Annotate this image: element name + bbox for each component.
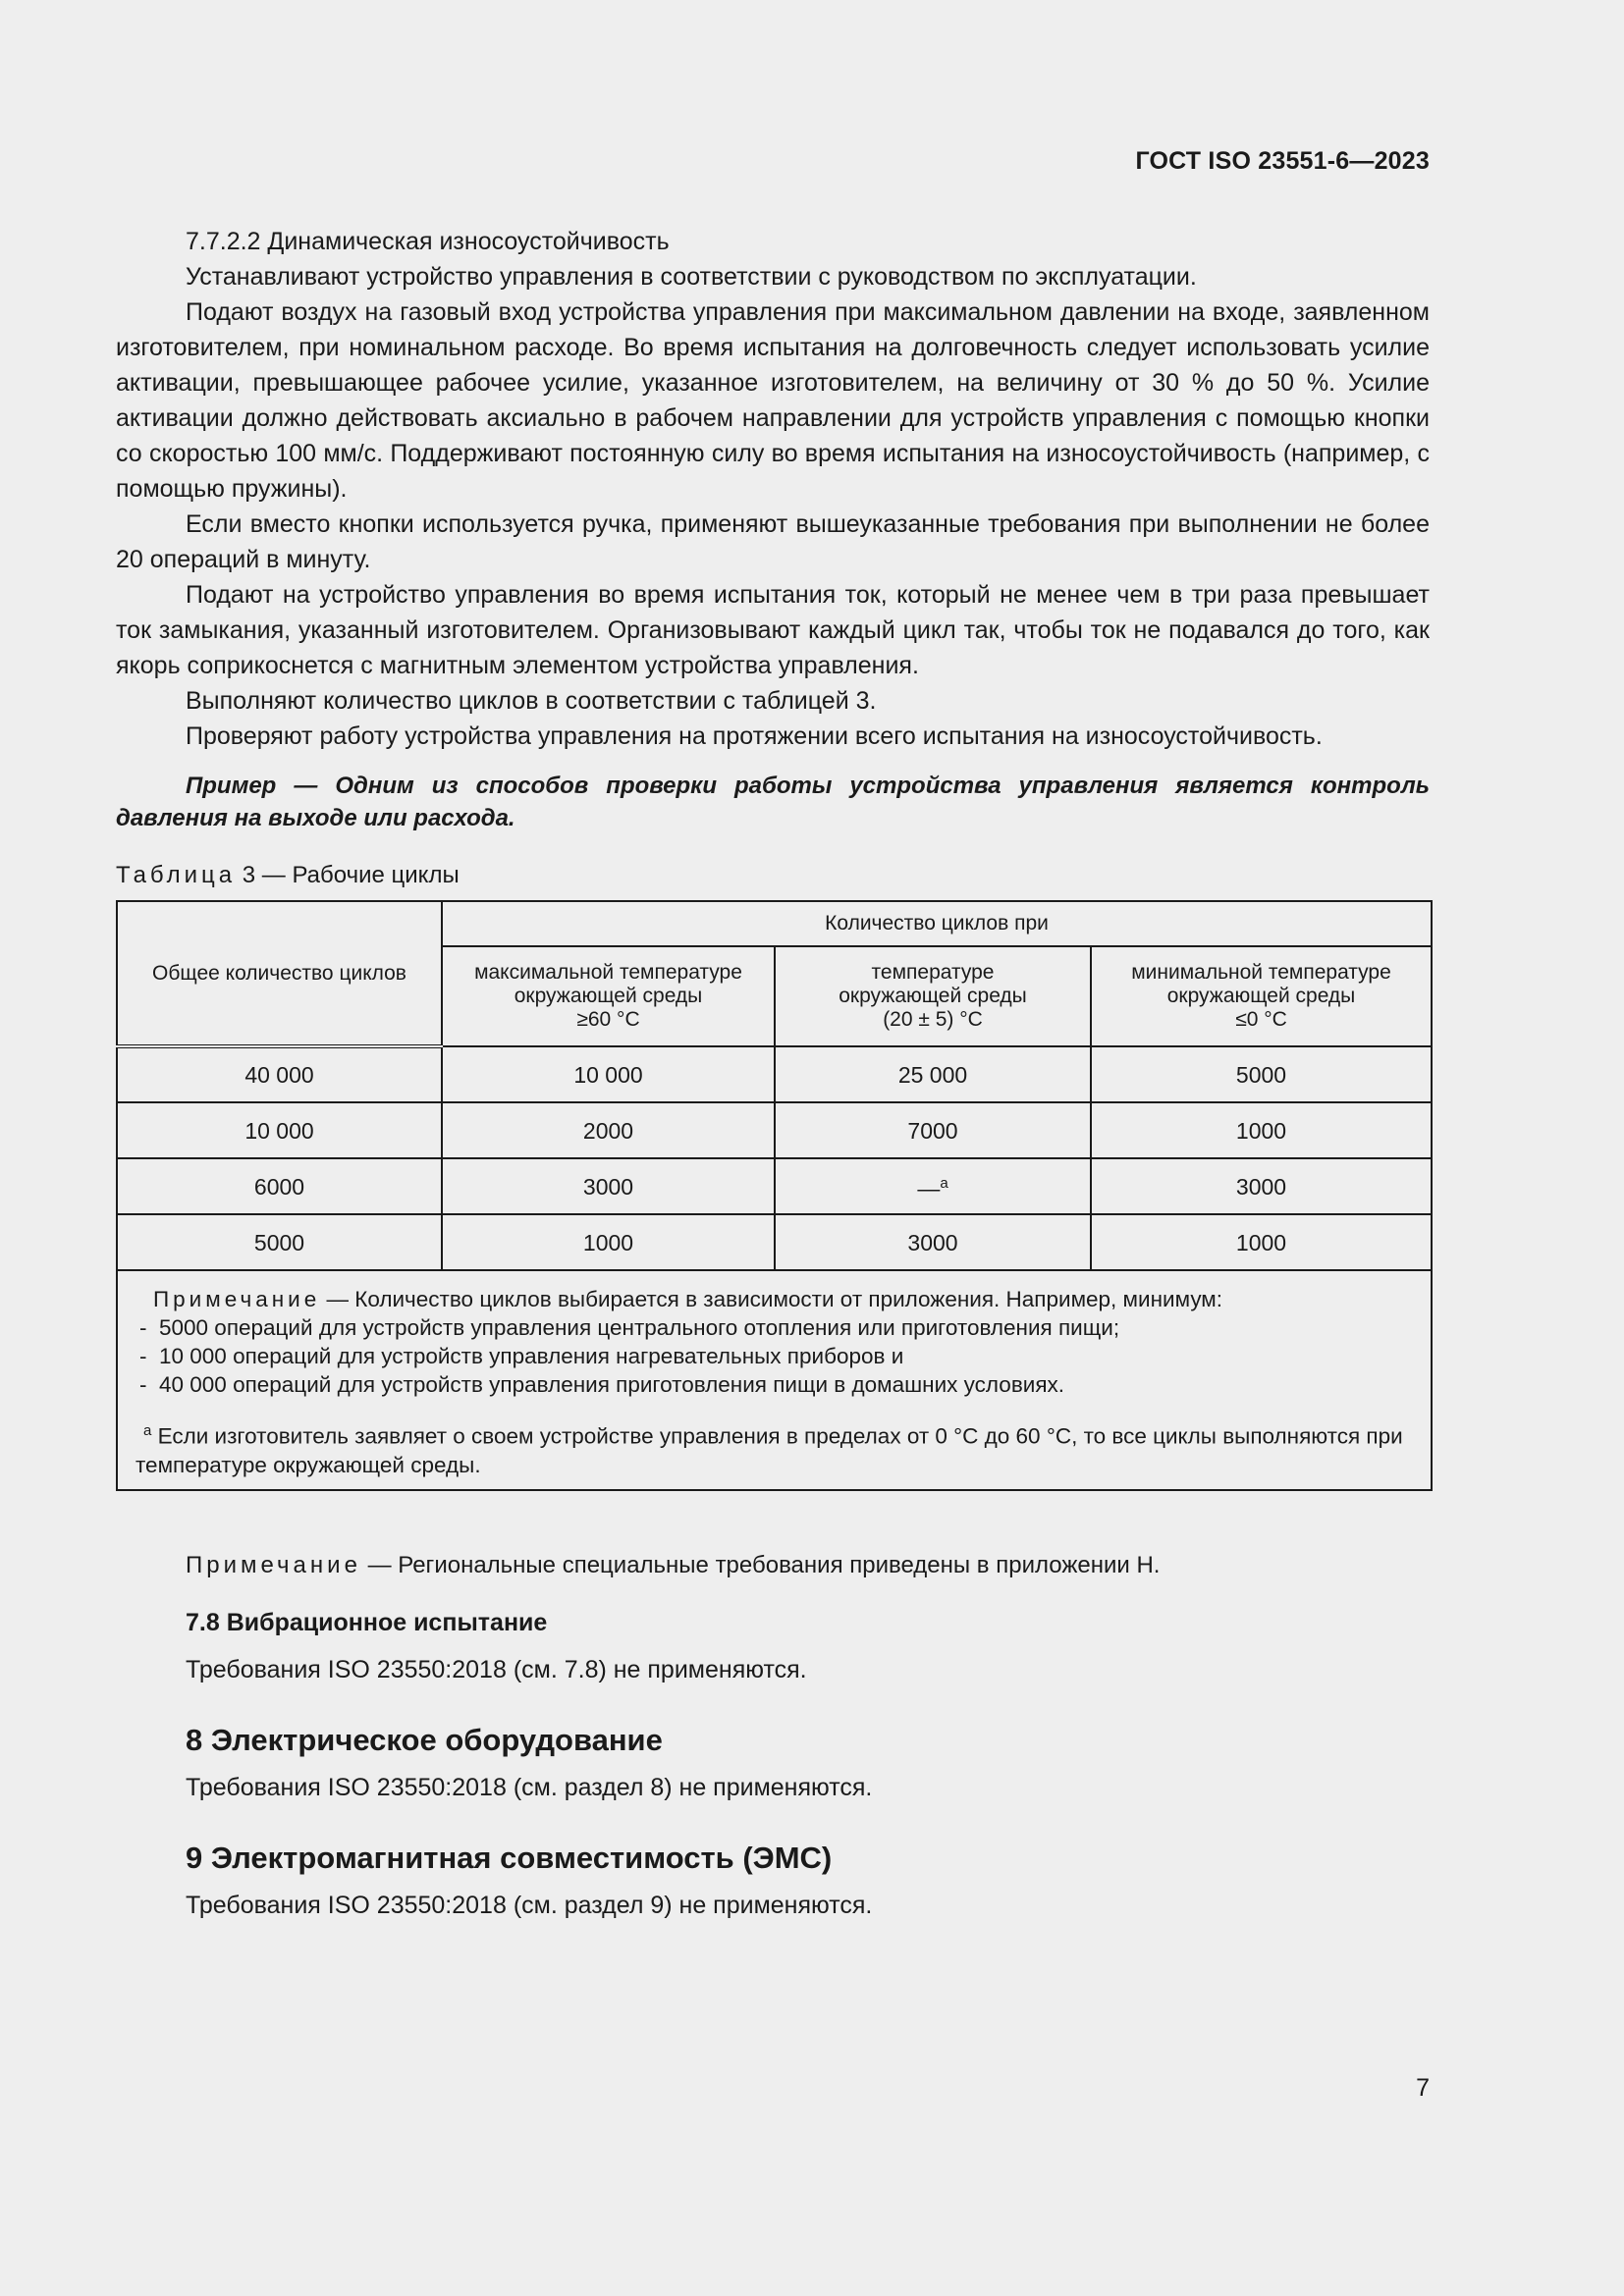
cell-max: 10 000 bbox=[442, 1046, 775, 1102]
regional-note bbox=[116, 1548, 1430, 1583]
table-footnote bbox=[128, 1416, 1413, 1479]
note-label: Примечание bbox=[186, 1552, 361, 1578]
table-header-row bbox=[117, 901, 1432, 946]
cell-total: 40 000 bbox=[117, 1046, 442, 1102]
cell-ambient bbox=[775, 1158, 1091, 1214]
cell-max: 1000 bbox=[442, 1214, 775, 1270]
table-row bbox=[117, 1102, 1432, 1158]
cycles-table bbox=[116, 900, 1433, 1491]
header-line: температуре bbox=[871, 961, 995, 984]
paragraph: Подают воздух на газовый вход устройства управления при максимальном давлении на входе, заявленном изготовителем, при номинальном расходе. Во время испытания на долговечность следует использовать усилие активации, превышающее рабочее усилие, указанное изготовителем, на величину от 30 % до 50 %. Усилие активации должно действовать аксиально в рабочем направлении для устройств управления с помощью кнопки со скоростью 100 мм/с. Поддерживают постоянную силу во время испытания на износоустойчивость (например, с помощью пружины). bbox=[116, 298, 1430, 503]
paragraph: Устанавливают устройство управления в соответствии с руководством по эксплуатации. bbox=[186, 263, 1197, 291]
heading-8: 8 Электрическое оборудование bbox=[186, 1723, 663, 1757]
body-text bbox=[116, 224, 1430, 893]
table-caption-label: Таблица bbox=[116, 862, 237, 888]
table-note-row bbox=[117, 1270, 1432, 1490]
subsection-title: 7.7.2.2 Динамическая износоустойчивость bbox=[186, 228, 670, 255]
header-line: окружающей среды bbox=[1166, 985, 1356, 1007]
cell-ambient: 7000 bbox=[775, 1102, 1091, 1158]
paragraph: Требования ISO 23550:2018 (см. 7.8) не применяются. bbox=[186, 1656, 807, 1683]
table-note-list bbox=[139, 1313, 1413, 1399]
list-item: - 5000 операций для устройств управления центрального отопления или приготовления пищи; bbox=[139, 1315, 1120, 1340]
note-text: — Региональные специальные требования приведены в приложении Н. bbox=[360, 1552, 1161, 1578]
header-line: (20 ± 5) °С bbox=[883, 1008, 983, 1031]
document-code: ГОСТ ISO 23551-6—2023 bbox=[1135, 147, 1430, 175]
cell-total: 5000 bbox=[117, 1214, 442, 1270]
example-text: Пример — Одним из способов проверки работы устройства управления является контроль давления на выходе или расхода. bbox=[116, 773, 1430, 831]
cell-max: 2000 bbox=[442, 1102, 775, 1158]
header-line: максимальной температуре bbox=[474, 961, 742, 984]
table-row bbox=[117, 1158, 1432, 1214]
list-item-text: 5000 операций для устройств управления центрального отопления или приготовления пищи; bbox=[159, 1315, 1120, 1340]
cell-ambient: 25 000 bbox=[775, 1046, 1091, 1102]
table-caption-text: 3 — Рабочие циклы bbox=[242, 862, 460, 888]
table-note-label: Примечание bbox=[153, 1287, 321, 1311]
list-item-text: 40 000 операций для устройств управления приготовления пищи в домашних условиях. bbox=[159, 1372, 1065, 1397]
header-ambient-temp bbox=[775, 946, 1091, 1046]
paragraph: Если вместо кнопки используется ручка, применяют вышеуказанные требования при выполнении не более 20 операций в минуту. bbox=[116, 510, 1430, 573]
header-line: окружающей среды bbox=[839, 985, 1027, 1007]
paragraph: Выполняют количество циклов в соответствии с таблицей 3. bbox=[186, 687, 877, 715]
table-note-intro bbox=[153, 1285, 1413, 1313]
footnote-ref: a bbox=[940, 1175, 948, 1193]
paragraph: Требования ISO 23550:2018 (см. раздел 8) не применяются. bbox=[186, 1774, 873, 1801]
heading-9: 9 Электромагнитная совместимость (ЭМС) bbox=[186, 1841, 833, 1875]
cell-max: 3000 bbox=[442, 1158, 775, 1214]
cell-min: 3000 bbox=[1091, 1158, 1432, 1214]
header-min-temp bbox=[1091, 946, 1432, 1046]
header-line: минимальной температуре bbox=[1131, 961, 1391, 984]
cell-min: 1000 bbox=[1091, 1214, 1432, 1270]
table-caption bbox=[116, 858, 1430, 893]
list-item: - 40 000 операций для устройств управления приготовления пищи в домашних условиях. bbox=[139, 1372, 1065, 1397]
footnote-text: Если изготовитель заявляет о своем устройстве управления в пределах от 0 °С до 60 °С, то все циклы выполняются при температуре окружающей среды. bbox=[135, 1423, 1403, 1477]
cell-total: 6000 bbox=[117, 1158, 442, 1214]
header-total-cycles: Общее количество циклов bbox=[117, 901, 442, 1046]
table-note-text: — Количество циклов выбирается в зависимости от приложения. Например, минимум: bbox=[320, 1287, 1223, 1311]
header-max-temp bbox=[442, 946, 775, 1046]
after-table-section bbox=[116, 1548, 1430, 1923]
table-note bbox=[117, 1270, 1432, 1490]
header-cycles-at: Количество циклов при bbox=[442, 901, 1432, 946]
footnote-mark: a bbox=[143, 1422, 152, 1439]
heading-7-8: 7.8 Вибрационное испытание bbox=[186, 1609, 548, 1636]
cell-ambient-value: — bbox=[917, 1175, 941, 1201]
paragraph: Требования ISO 23550:2018 (см. раздел 9) не применяются. bbox=[186, 1892, 873, 1919]
header-line: ≤0 °С bbox=[1235, 1008, 1287, 1031]
header-line: окружающей среды bbox=[514, 985, 703, 1007]
cell-total: 10 000 bbox=[117, 1102, 442, 1158]
list-item: - 10 000 операций для устройств управления нагревательных приборов и bbox=[139, 1344, 904, 1368]
cell-min: 5000 bbox=[1091, 1046, 1432, 1102]
paragraph: Проверяют работу устройства управления на протяжении всего испытания на износоустойчивость. bbox=[186, 722, 1323, 750]
header-line: ≥60 °С bbox=[576, 1008, 640, 1031]
cell-ambient: 3000 bbox=[775, 1214, 1091, 1270]
cell-min: 1000 bbox=[1091, 1102, 1432, 1158]
page-number: 7 bbox=[1416, 2074, 1430, 2102]
list-item-text: 10 000 операций для устройств управления нагревательных приборов и bbox=[159, 1344, 904, 1368]
table-row bbox=[117, 1046, 1432, 1102]
table-row bbox=[117, 1214, 1432, 1270]
paragraph: Подают на устройство управления во время испытания ток, который не менее чем в три раза превышает ток замыкания, указанный изготовителем. Организовывают каждый цикл так, чтобы ток не подавался до того, как якорь соприкоснется с магнитным элементом устройства управления. bbox=[116, 581, 1430, 679]
